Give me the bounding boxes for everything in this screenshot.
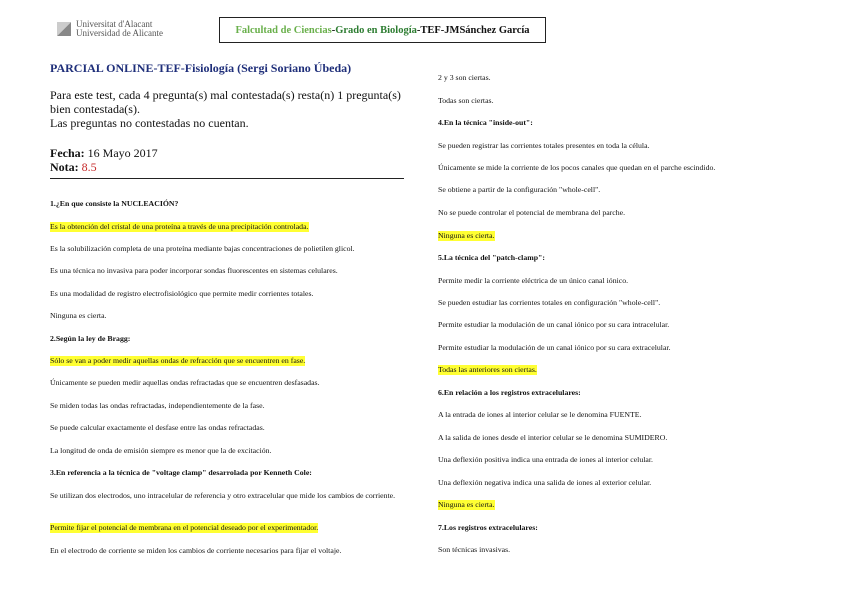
date-value: 16 Mayo 2017 bbox=[87, 146, 158, 160]
question-7: 7.Los registros extracelulares: bbox=[438, 523, 538, 532]
answer-option: Se puede calcular exactamente el desfase entre las ondas refractadas. bbox=[50, 423, 265, 432]
left-column bbox=[50, 61, 404, 179]
answer-option: Únicamente se pueden medir aquellas ondas refractadas que se encuentren desfasadas. bbox=[50, 378, 320, 387]
answer-option: Es la obtención del cristal de una proteína a través de una precipitación controlada. bbox=[50, 222, 309, 231]
faculty-name: Falcultad de Ciencias bbox=[235, 24, 332, 36]
divider bbox=[50, 178, 404, 179]
course-author: -TEF-JMSánchez García bbox=[416, 24, 530, 36]
instructions-line-1: Para este test, cada 4 pregunta(s) mal contestada(s) resta(n) 1 pregunta(s) bien contestada(s). bbox=[50, 88, 401, 116]
answer-option: En el electrodo de corriente se miden los cambios de corriente necesarios para fijar el voltaje. bbox=[50, 546, 342, 555]
grade-value: 8.5 bbox=[81, 160, 97, 174]
answer-option: A la salida de iones desde el interior celular se le denomina SUMIDERO. bbox=[438, 433, 668, 442]
instructions-line-2: Las preguntas no contestadas no cuentan. bbox=[50, 116, 249, 130]
exam-grade bbox=[50, 160, 404, 174]
question-1: 1.¿En que consiste la NUCLEACIÓN? bbox=[50, 199, 179, 208]
answer-option: Permite medir la corriente eléctrica de un único canal iónico. bbox=[438, 276, 629, 285]
answer-option: Todas son ciertas. bbox=[438, 96, 494, 105]
answer-option: No se puede controlar el potencial de membrana del parche. bbox=[438, 208, 626, 217]
answer-option: Ninguna es cierta. bbox=[438, 500, 495, 509]
exam-instructions bbox=[50, 88, 404, 130]
question-6: 6.En relación a los registros extracelulares: bbox=[438, 388, 581, 397]
answer-option: Es una modalidad de registro electrofisiológico que permite medir corrientes totales. bbox=[50, 289, 314, 298]
university-name bbox=[76, 20, 163, 38]
question-4: 4.En la técnica "inside-out": bbox=[438, 118, 533, 127]
degree-name: Grado en Biología bbox=[335, 24, 417, 36]
question-5: 5.La técnica del "patch-clamp": bbox=[438, 253, 545, 262]
answer-option: Son técnicas invasivas. bbox=[438, 545, 511, 554]
university-name-valencian: Universitat d'Alacant bbox=[76, 19, 153, 29]
header-separator: - bbox=[331, 24, 336, 36]
course-header bbox=[219, 17, 546, 43]
answer-option: Es la solubilización completa de una proteína mediante bajas concentraciones de polietilen glicol. bbox=[50, 244, 355, 253]
question-2: 2.Según la ley de Bragg: bbox=[50, 334, 131, 343]
grade-label: Nota: bbox=[50, 160, 79, 174]
answer-option: Ninguna es cierta. bbox=[50, 311, 107, 320]
answer-option: Se pueden estudiar las corrientes totales en configuración "whole-cell". bbox=[438, 298, 661, 307]
answer-option: Se pueden registrar las corrientes totales presentes en toda la célula. bbox=[438, 141, 650, 150]
answer-option: Es una técnica no invasiva para poder incorporar sondas fluorescentes en sistemas celulares. bbox=[50, 266, 338, 275]
answer-option: Permite estudiar la modulación de un canal iónico por su cara intracelular. bbox=[438, 320, 670, 329]
answer-option: Todas las anteriores son ciertas. bbox=[438, 365, 537, 374]
answer-option: Sólo se van a poder medir aquellas ondas de refracción que se encuentren en fase. bbox=[50, 356, 306, 365]
answer-option: A la entrada de iones al interior celular se le denomina FUENTE. bbox=[438, 410, 642, 419]
university-logo bbox=[56, 20, 163, 38]
answer-option: Se miden todas las ondas refractadas, independientemente de la fase. bbox=[50, 401, 265, 410]
answer-option: 2 y 3 son ciertas. bbox=[438, 73, 491, 82]
exam-date bbox=[50, 146, 404, 160]
answer-option: Se obtiene a partir de la configuración "whole-cell". bbox=[438, 185, 601, 194]
answer-option: Únicamente se mide la corriente de los pocos canales que quedan en el parche escindido. bbox=[438, 163, 716, 172]
university-emblem-icon bbox=[56, 21, 72, 37]
answer-option: La longitud de onda de emisión siempre es menor que la de excitación. bbox=[50, 446, 272, 455]
question-3: 3.En referencia a la técnica de "voltage clamp" desarrolada por Kenneth Cole: bbox=[50, 468, 312, 477]
answer-option: Ninguna es cierta. bbox=[438, 231, 495, 240]
answer-option: Permite fijar el potencial de membrana en el potencial deseado por el experimentador. bbox=[50, 523, 319, 532]
answer-option: Una deflexión negativa indica una salida de iones al exterior celular. bbox=[438, 478, 652, 487]
exam-title: PARCIAL ONLINE-TEF-Fisiología (Sergi Soriano Úbeda) bbox=[50, 61, 352, 75]
date-label: Fecha: bbox=[50, 146, 85, 160]
answer-option: Permite estudiar la modulación de un canal iónico por su cara extracelular. bbox=[438, 343, 671, 352]
answer-option: Se utilizan dos electrodos, uno intracelular de referencia y otro extracelular que mide los cambios de corriente. bbox=[50, 491, 396, 500]
university-name-spanish: Universidad de Alicante bbox=[76, 28, 163, 38]
answer-option: Una deflexión positiva indica una entrada de iones al interior celular. bbox=[438, 455, 653, 464]
